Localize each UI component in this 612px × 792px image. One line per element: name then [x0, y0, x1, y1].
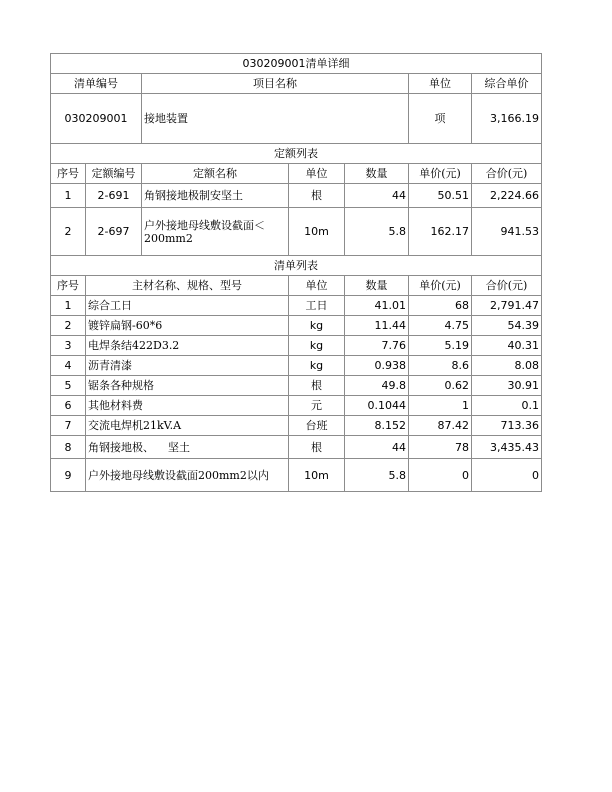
quota-total: 941.53	[472, 208, 542, 256]
list-unit: kg	[289, 356, 345, 376]
quota-unit: 10m	[289, 208, 345, 256]
quota-section-title: 定额列表	[51, 144, 542, 164]
list-name: 户外接地母线敷设截面200mm2以内	[86, 459, 289, 492]
bill-code-header: 清单编号	[51, 74, 142, 94]
list-qty: 5.8	[345, 459, 409, 492]
list-name-header: 主材名称、规格、型号	[86, 276, 289, 296]
list-no-header: 序号	[51, 276, 86, 296]
quota-name: 户外接地母线敷设截面＜200mm2	[142, 208, 289, 256]
list-name: 其他材料费	[86, 396, 289, 416]
table-row	[51, 184, 542, 208]
list-price: 1	[409, 396, 472, 416]
list-price: 4.75	[409, 316, 472, 336]
list-unit: kg	[289, 336, 345, 356]
list-no: 6	[51, 396, 86, 416]
list-no: 3	[51, 336, 86, 356]
list-name: 角钢接地极、 坚土	[86, 436, 289, 459]
list-price: 78	[409, 436, 472, 459]
table-row	[51, 296, 542, 316]
list-no: 1	[51, 296, 86, 316]
list-qty: 41.01	[345, 296, 409, 316]
quota-code: 2-691	[86, 184, 142, 208]
quota-price: 50.51	[409, 184, 472, 208]
list-total: 54.39	[472, 316, 542, 336]
list-no: 5	[51, 376, 86, 396]
quota-no-header: 序号	[51, 164, 86, 184]
list-total: 40.31	[472, 336, 542, 356]
quota-name: 角钢接地极制安坚土	[142, 184, 289, 208]
quota-no: 2	[51, 208, 86, 256]
list-name: 镀锌扁钢-60*6	[86, 316, 289, 336]
bill-price: 3,166.19	[472, 94, 542, 144]
list-qty: 0.1044	[345, 396, 409, 416]
list-qty: 49.8	[345, 376, 409, 396]
quota-qty: 5.8	[345, 208, 409, 256]
list-unit: 根	[289, 436, 345, 459]
list-no: 4	[51, 356, 86, 376]
list-unit: 根	[289, 376, 345, 396]
list-qty: 7.76	[345, 336, 409, 356]
quota-code-header: 定额编号	[86, 164, 142, 184]
list-total: 3,435.43	[472, 436, 542, 459]
quota-unit-header: 单位	[289, 164, 345, 184]
quota-qty-header: 数量	[345, 164, 409, 184]
table-row	[51, 356, 542, 376]
table-row	[51, 316, 542, 336]
list-total: 2,791.47	[472, 296, 542, 316]
quota-code: 2-697	[86, 208, 142, 256]
list-price: 0	[409, 459, 472, 492]
list-section-title: 清单列表	[51, 256, 542, 276]
list-qty: 44	[345, 436, 409, 459]
list-unit: 10m	[289, 459, 345, 492]
list-name: 锯条各种规格	[86, 376, 289, 396]
bill-detail-table	[50, 53, 542, 492]
bill-unit-header: 单位	[409, 74, 472, 94]
quota-no: 1	[51, 184, 86, 208]
list-total: 0.1	[472, 396, 542, 416]
list-name: 电焊条结422D3.2	[86, 336, 289, 356]
bill-code: 030209001	[51, 94, 142, 144]
table-row	[51, 376, 542, 396]
table-row	[51, 208, 542, 256]
table-row	[51, 436, 542, 459]
quota-qty: 44	[345, 184, 409, 208]
quota-name-header: 定额名称	[142, 164, 289, 184]
list-qty: 8.152	[345, 416, 409, 436]
table-row	[51, 336, 542, 356]
bill-name-header: 项目名称	[142, 74, 409, 94]
list-qty: 11.44	[345, 316, 409, 336]
list-unit: 台班	[289, 416, 345, 436]
table-row	[51, 459, 542, 492]
quota-price: 162.17	[409, 208, 472, 256]
list-qty-header: 数量	[345, 276, 409, 296]
list-no: 8	[51, 436, 86, 459]
list-unit-header: 单位	[289, 276, 345, 296]
list-price: 87.42	[409, 416, 472, 436]
list-qty: 0.938	[345, 356, 409, 376]
quota-price-header: 单价(元)	[409, 164, 472, 184]
quota-unit: 根	[289, 184, 345, 208]
list-no: 2	[51, 316, 86, 336]
list-no: 7	[51, 416, 86, 436]
list-unit: 工日	[289, 296, 345, 316]
list-price: 5.19	[409, 336, 472, 356]
list-price: 8.6	[409, 356, 472, 376]
list-total: 713.36	[472, 416, 542, 436]
quota-total-header: 合价(元)	[472, 164, 542, 184]
list-total-header: 合价(元)	[472, 276, 542, 296]
bill-name: 接地装置	[142, 94, 409, 144]
list-name: 沥青清漆	[86, 356, 289, 376]
quota-total: 2,224.66	[472, 184, 542, 208]
sheet-title: 030209001清单详细	[51, 54, 542, 74]
list-total: 8.08	[472, 356, 542, 376]
list-price: 68	[409, 296, 472, 316]
list-no: 9	[51, 459, 86, 492]
list-name: 交流电焊机21kV.A	[86, 416, 289, 436]
list-price-header: 单价(元)	[409, 276, 472, 296]
list-unit: kg	[289, 316, 345, 336]
table-row	[51, 416, 542, 436]
list-price: 0.62	[409, 376, 472, 396]
bill-unit: 项	[409, 94, 472, 144]
list-name: 综合工日	[86, 296, 289, 316]
list-unit: 元	[289, 396, 345, 416]
list-total: 0	[472, 459, 542, 492]
bill-price-header: 综合单价	[472, 74, 542, 94]
list-total: 30.91	[472, 376, 542, 396]
table-row	[51, 396, 542, 416]
